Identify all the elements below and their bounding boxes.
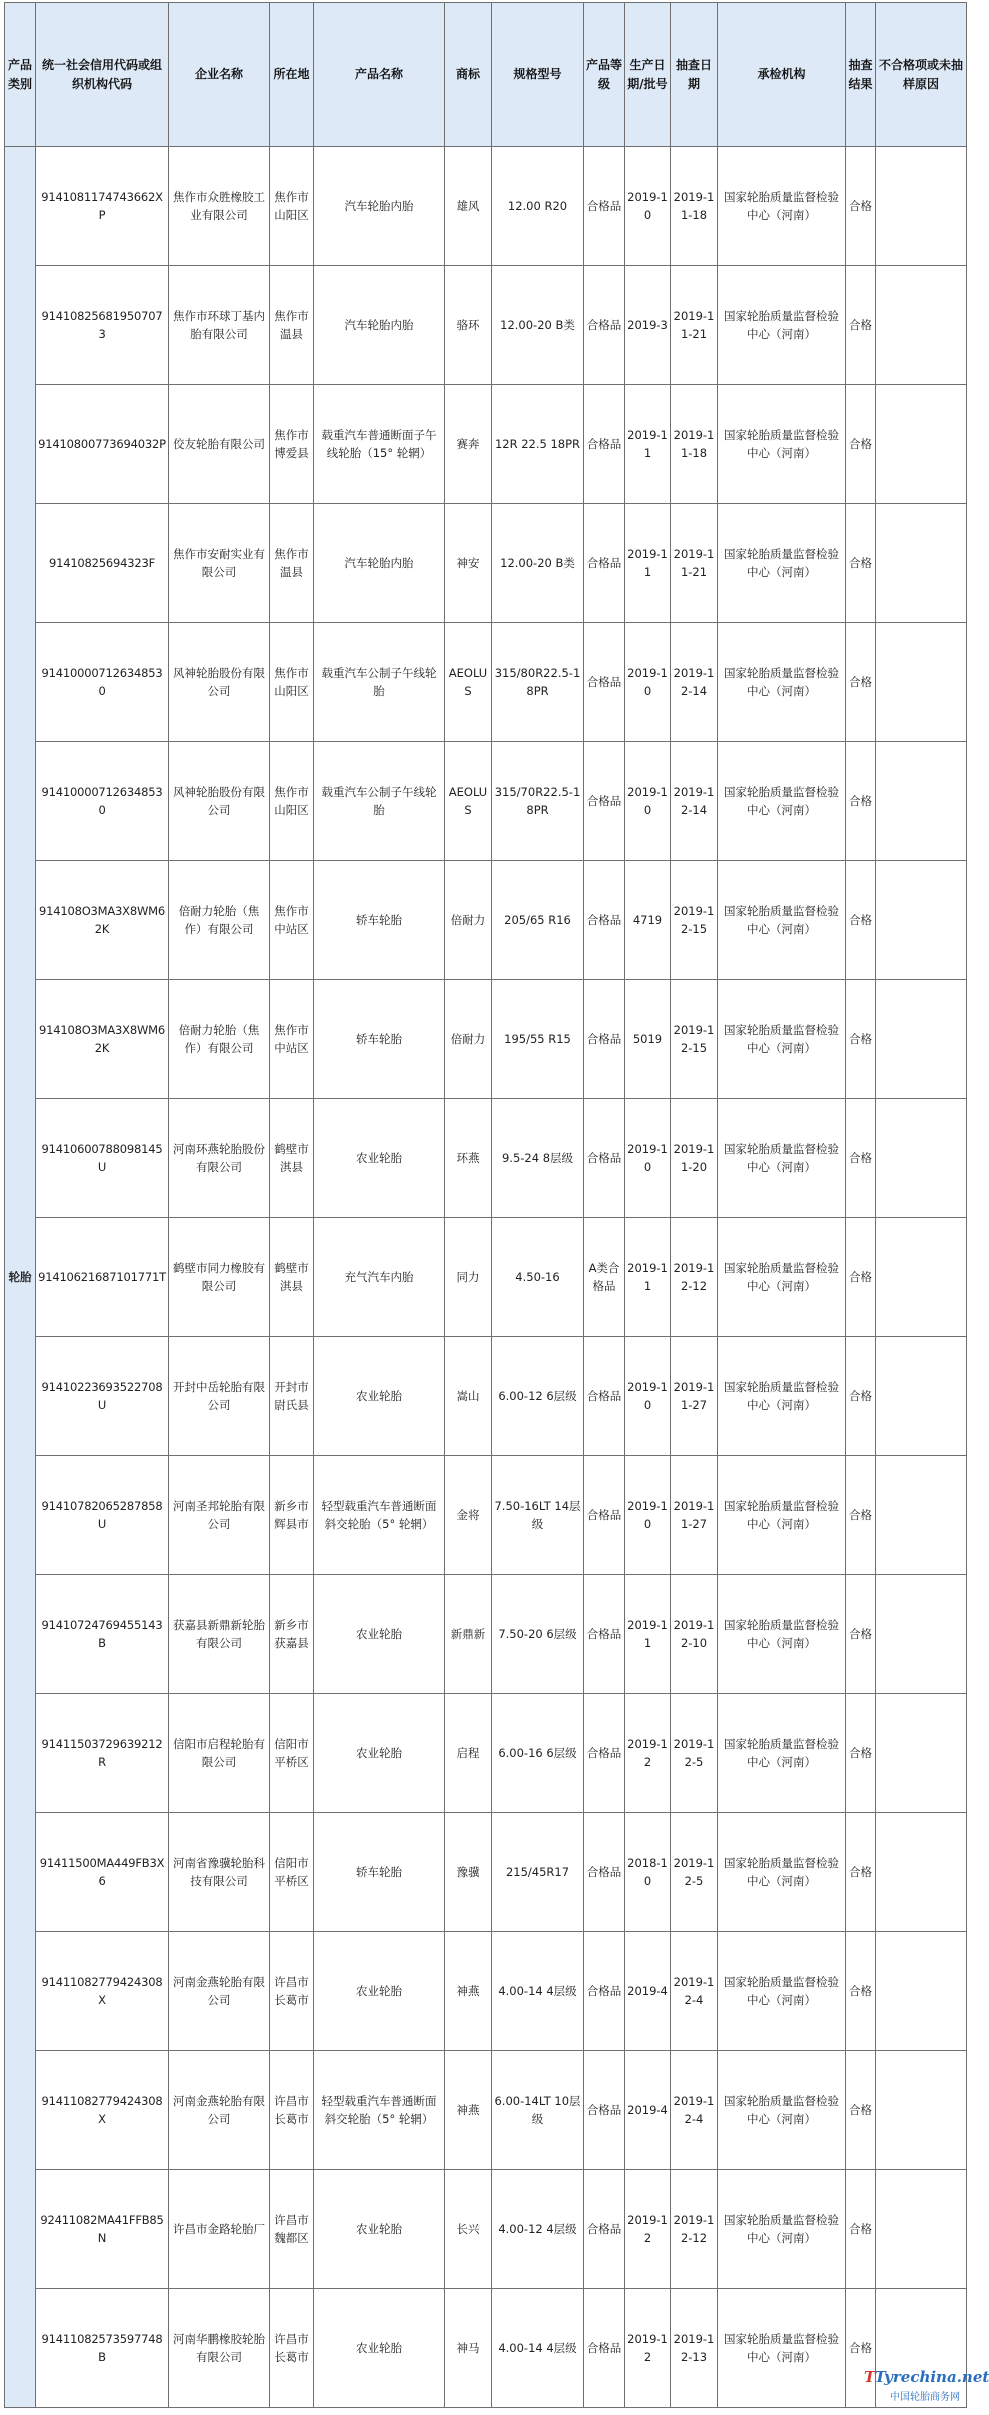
reason-cell [876,147,967,266]
result-cell: 合格 [846,1218,876,1337]
spec-cell: 195/55 R15 [492,980,584,1099]
company-cell: 焦作市安耐实业有限公司 [169,504,270,623]
reason-cell [876,861,967,980]
table-row [5,266,967,385]
location-cell: 新乡市获嘉县 [270,1575,314,1694]
production-date-cell: 2019-12 [625,2289,671,2408]
production-date-cell: 2019-11 [625,1218,671,1337]
product-cell: 载重汽车公制子午线轮胎 [314,623,445,742]
location-cell: 焦作市山阳区 [270,147,314,266]
spec-cell: 12.00 R20 [492,147,584,266]
brand-cell: 豫骥 [445,1813,492,1932]
check-date-cell: 2019-12-12 [671,1218,718,1337]
product-cell: 载重汽车普通断面子午线轮胎（15° 轮辋） [314,385,445,504]
code-cell: 91411082779424308X [36,2051,169,2170]
product-cell: 载重汽车公制子午线轮胎 [314,742,445,861]
header-code: 统一社会信用代码或组织机构代码 [36,3,169,147]
table-row [5,1337,967,1456]
watermark-logo: TTyrechina.net [864,2368,989,2386]
check-date-cell: 2019-12-10 [671,1575,718,1694]
result-cell: 合格 [846,861,876,980]
brand-cell: 神马 [445,2289,492,2408]
agency-cell: 国家轮胎质量监督检验中心（河南） [718,1813,846,1932]
brand-cell: 赛奔 [445,385,492,504]
result-cell: 合格 [846,1694,876,1813]
brand-cell: 神安 [445,504,492,623]
product-cell: 轻型载重汽车普通断面斜交轮胎（5° 轮辋） [314,1456,445,1575]
production-date-cell: 2019-12 [625,2170,671,2289]
reason-cell [876,1694,967,1813]
table-row [5,623,967,742]
production-date-cell: 2019-4 [625,2051,671,2170]
grade-cell: 合格品 [584,147,625,266]
brand-cell: 启程 [445,1694,492,1813]
code-cell: 91410600788098145U [36,1099,169,1218]
reason-cell [876,742,967,861]
location-cell: 许昌市魏都区 [270,2170,314,2289]
production-date-cell: 2019-10 [625,1337,671,1456]
brand-cell: AEOLUS [445,742,492,861]
location-cell: 焦作市温县 [270,266,314,385]
production-date-cell: 2019-10 [625,623,671,742]
grade-cell: 合格品 [584,1337,625,1456]
agency-cell: 国家轮胎质量监督检验中心（河南） [718,2170,846,2289]
company-cell: 倍耐力轮胎（焦作）有限公司 [169,861,270,980]
brand-cell: 神燕 [445,1932,492,2051]
grade-cell: 合格品 [584,1456,625,1575]
grade-cell: 合格品 [584,1813,625,1932]
result-cell: 合格 [846,385,876,504]
product-cell: 农业轮胎 [314,2170,445,2289]
code-cell: 91410223693522708U [36,1337,169,1456]
company-cell: 河南华鹏橡胶轮胎有限公司 [169,2289,270,2408]
brand-cell: 新鼎新 [445,1575,492,1694]
reason-cell [876,1218,967,1337]
grade-cell: 合格品 [584,2051,625,2170]
product-cell: 农业轮胎 [314,1694,445,1813]
reason-cell [876,504,967,623]
company-cell: 佼友轮胎有限公司 [169,385,270,504]
code-cell: 91410782065287858U [36,1456,169,1575]
agency-cell: 国家轮胎质量监督检验中心（河南） [718,266,846,385]
check-date-cell: 2019-11-18 [671,147,718,266]
category-cell: 轮胎 [5,147,36,2408]
product-cell: 汽车轮胎内胎 [314,504,445,623]
table-body [5,147,989,2408]
result-cell: 合格 [846,980,876,1099]
reason-cell [876,623,967,742]
table-row [5,1932,967,2051]
brand-cell: 嵩山 [445,1337,492,1456]
reason-cell [876,980,967,1099]
product-cell: 农业轮胎 [314,2289,445,2408]
grade-cell: 合格品 [584,1099,625,1218]
production-date-cell: 5019 [625,980,671,1099]
company-cell: 河南环燕轮胎股份有限公司 [169,1099,270,1218]
header-check-date: 抽查日期 [671,3,718,147]
location-cell: 焦作市温县 [270,504,314,623]
header-brand: 商标 [445,3,492,147]
location-cell: 许昌市长葛市 [270,2289,314,2408]
brand-cell: 倍耐力 [445,861,492,980]
table-row [5,147,967,266]
location-cell: 许昌市长葛市 [270,1932,314,2051]
header-category: 产品类别 [5,3,36,147]
production-date-cell: 2019-11 [625,1575,671,1694]
agency-cell: 国家轮胎质量监督检验中心（河南） [718,861,846,980]
agency-cell: 国家轮胎质量监督检验中心（河南） [718,1694,846,1813]
result-cell: 合格 [846,147,876,266]
spec-cell: 7.50-16LT 14层级 [492,1456,584,1575]
grade-cell: 合格品 [584,2170,625,2289]
agency-cell: 国家轮胎质量监督检验中心（河南） [718,2289,846,2408]
table-row [5,2170,967,2289]
production-date-cell: 2019-11 [625,504,671,623]
product-cell: 轿车轮胎 [314,861,445,980]
product-cell: 轻型载重汽车普通断面斜交轮胎（5° 轮辋） [314,2051,445,2170]
production-date-cell: 4719 [625,861,671,980]
spec-cell: 4.50-16 [492,1218,584,1337]
company-cell: 信阳市启程轮胎有限公司 [169,1694,270,1813]
grade-cell: A类合格品 [584,1218,625,1337]
reason-cell [876,266,967,385]
code-cell: 914108O3MA3X8WM62K [36,861,169,980]
check-date-cell: 2019-11-27 [671,1337,718,1456]
table-row [5,1694,967,1813]
brand-cell: 神燕 [445,2051,492,2170]
result-cell: 合格 [846,1456,876,1575]
company-cell: 河南省豫骥轮胎科技有限公司 [169,1813,270,1932]
agency-cell: 国家轮胎质量监督检验中心（河南） [718,2051,846,2170]
grade-cell: 合格品 [584,266,625,385]
check-date-cell: 2019-11-21 [671,504,718,623]
production-date-cell: 2019-10 [625,1099,671,1218]
check-date-cell: 2019-12-15 [671,980,718,1099]
check-date-cell: 2019-12-14 [671,623,718,742]
spec-cell: 6.00-16 6层级 [492,1694,584,1813]
table-row [5,1218,967,1337]
company-cell: 风神轮胎股份有限公司 [169,742,270,861]
company-cell: 开封中岳轮胎有限公司 [169,1337,270,1456]
code-cell: 91410724769455143B [36,1575,169,1694]
brand-cell: 长兴 [445,2170,492,2289]
reason-cell [876,1575,967,1694]
brand-cell: 金将 [445,1456,492,1575]
reason-cell [876,2051,967,2170]
header-agency: 承检机构 [718,3,846,147]
agency-cell: 国家轮胎质量监督检验中心（河南） [718,147,846,266]
code-cell: 91410800773694032P [36,385,169,504]
check-date-cell: 2019-12-4 [671,2051,718,2170]
product-cell: 汽车轮胎内胎 [314,147,445,266]
product-cell: 轿车轮胎 [314,1813,445,1932]
check-date-cell: 2019-12-14 [671,742,718,861]
table-row [5,2289,967,2408]
header-date: 生产日期/批号 [625,3,671,147]
company-cell: 获嘉县新鼎新轮胎有限公司 [169,1575,270,1694]
spec-cell: 4.00-14 4层级 [492,1932,584,2051]
code-cell: 92411082MA41FFB85N [36,2170,169,2289]
agency-cell: 国家轮胎质量监督检验中心（河南） [718,1932,846,2051]
spec-cell: 12.00-20 B类 [492,504,584,623]
production-date-cell: 2019-3 [625,266,671,385]
table-row [5,861,967,980]
company-cell: 河南金燕轮胎有限公司 [169,1932,270,2051]
location-cell: 鹤壁市淇县 [270,1218,314,1337]
spec-cell: 9.5-24 8层级 [492,1099,584,1218]
production-date-cell: 2019-11 [625,385,671,504]
header-location: 所在地 [270,3,314,147]
product-cell: 农业轮胎 [314,1099,445,1218]
product-cell: 农业轮胎 [314,1575,445,1694]
agency-cell: 国家轮胎质量监督检验中心（河南） [718,742,846,861]
code-cell: 914100007126348530 [36,623,169,742]
result-cell: 合格 [846,623,876,742]
table-row [5,385,967,504]
watermark-subtitle: 中国轮胎商务网 [890,2392,960,2403]
site-watermark [864,2368,989,2408]
product-cell: 轿车轮胎 [314,980,445,1099]
reason-cell [876,1813,967,1932]
company-cell: 许昌市金路轮胎厂 [169,2170,270,2289]
brand-cell: 同力 [445,1218,492,1337]
location-cell: 信阳市平桥区 [270,1694,314,1813]
spec-cell: 4.00-12 4层级 [492,2170,584,2289]
company-cell: 河南金燕轮胎有限公司 [169,2051,270,2170]
code-cell: 91410621687101771T [36,1218,169,1337]
code-cell: 91411082573597748B [36,2289,169,2408]
check-date-cell: 2019-11-21 [671,266,718,385]
spec-cell: 7.50-20 6层级 [492,1575,584,1694]
product-cell: 汽车轮胎内胎 [314,266,445,385]
company-cell: 焦作市环球丁基内胎有限公司 [169,266,270,385]
grade-cell: 合格品 [584,385,625,504]
header-row [5,3,967,147]
agency-cell: 国家轮胎质量监督检验中心（河南） [718,1456,846,1575]
table-row [5,1456,967,1575]
company-cell: 河南圣邦轮胎有限公司 [169,1456,270,1575]
location-cell: 信阳市平桥区 [270,1813,314,1932]
location-cell: 焦作市山阳区 [270,742,314,861]
header-reason: 不合格项或未抽样原因 [876,3,967,147]
brand-cell: 雄风 [445,147,492,266]
table-row [5,504,967,623]
header-result: 抽查结果 [846,3,876,147]
result-cell: 合格 [846,1932,876,2051]
grade-cell: 合格品 [584,861,625,980]
code-cell: 914108O3MA3X8WM62K [36,980,169,1099]
check-date-cell: 2019-12-15 [671,861,718,980]
spec-cell: 205/65 R16 [492,861,584,980]
grade-cell: 合格品 [584,2289,625,2408]
agency-cell: 国家轮胎质量监督检验中心（河南） [718,980,846,1099]
code-cell: 91411500MA449FB3X6 [36,1813,169,1932]
result-cell: 合格 [846,504,876,623]
spec-cell: 6.00-14LT 10层级 [492,2051,584,2170]
agency-cell: 国家轮胎质量监督检验中心（河南） [718,504,846,623]
check-date-cell: 2019-12-13 [671,2289,718,2408]
location-cell: 焦作市山阳区 [270,623,314,742]
production-date-cell: 2019-10 [625,742,671,861]
spec-cell: 12R 22.5 18PR [492,385,584,504]
check-date-cell: 2019-12-12 [671,2170,718,2289]
header-product: 产品名称 [314,3,445,147]
company-cell: 倍耐力轮胎（焦作）有限公司 [169,980,270,1099]
reason-cell [876,385,967,504]
agency-cell: 国家轮胎质量监督检验中心（河南） [718,385,846,504]
brand-cell: 环燕 [445,1099,492,1218]
location-cell: 焦作市中站区 [270,861,314,980]
grade-cell: 合格品 [584,623,625,742]
agency-cell: 国家轮胎质量监督检验中心（河南） [718,1099,846,1218]
result-cell: 合格 [846,2289,876,2408]
result-cell: 合格 [846,1099,876,1218]
result-cell: 合格 [846,1813,876,1932]
code-cell: 9141081174743662XP [36,147,169,266]
location-cell: 焦作市博爱县 [270,385,314,504]
table-row [5,1099,967,1218]
spec-cell: 315/70R22.5-18PR [492,742,584,861]
location-cell: 许昌市长葛市 [270,2051,314,2170]
table-row [5,2051,967,2170]
check-date-cell: 2019-11-20 [671,1099,718,1218]
header-grade: 产品等级 [584,3,625,147]
code-cell: 914108256819507073 [36,266,169,385]
production-date-cell: 2019-4 [625,1932,671,2051]
company-cell: 鹤壁市同力橡胶有限公司 [169,1218,270,1337]
reason-cell [876,1337,967,1456]
grade-cell: 合格品 [584,1694,625,1813]
spec-cell: 215/45R17 [492,1813,584,1932]
reason-cell [876,2170,967,2289]
location-cell: 焦作市中站区 [270,980,314,1099]
production-date-cell: 2019-10 [625,1456,671,1575]
grade-cell: 合格品 [584,742,625,861]
result-cell: 合格 [846,742,876,861]
product-cell: 农业轮胎 [314,1932,445,2051]
reason-cell [876,1932,967,2051]
check-date-cell: 2019-12-5 [671,1813,718,1932]
table-row [5,1575,967,1694]
reason-cell [876,1456,967,1575]
brand-cell: AEOLUS [445,623,492,742]
brand-cell: 骆环 [445,266,492,385]
table-row [5,1813,967,1932]
agency-cell: 国家轮胎质量监督检验中心（河南） [718,1337,846,1456]
code-cell: 91411503729639212R [36,1694,169,1813]
product-cell: 农业轮胎 [314,1337,445,1456]
reason-cell [876,1099,967,1218]
grade-cell: 合格品 [584,1575,625,1694]
header-spec: 规格型号 [492,3,584,147]
product-cell: 充气汽车内胎 [314,1218,445,1337]
production-date-cell: 2018-10 [625,1813,671,1932]
check-date-cell: 2019-12-5 [671,1694,718,1813]
company-cell: 焦作市众胜橡胶工业有限公司 [169,147,270,266]
code-cell: 914100007126348530 [36,742,169,861]
agency-cell: 国家轮胎质量监督检验中心（河南） [718,1575,846,1694]
spec-cell: 315/80R22.5-18PR [492,623,584,742]
table-row [5,980,967,1099]
agency-cell: 国家轮胎质量监督检验中心（河南） [718,1218,846,1337]
spec-cell: 6.00-12 6层级 [492,1337,584,1456]
table-row [5,742,967,861]
agency-cell: 国家轮胎质量监督检验中心（河南） [718,623,846,742]
location-cell: 新乡市辉县市 [270,1456,314,1575]
production-date-cell: 2019-12 [625,1694,671,1813]
location-cell: 开封市尉氏县 [270,1337,314,1456]
header-company: 企业名称 [169,3,270,147]
company-cell: 风神轮胎股份有限公司 [169,623,270,742]
spot-check-table [4,2,989,2408]
spec-cell: 4.00-14 4层级 [492,2289,584,2408]
result-cell: 合格 [846,1575,876,1694]
grade-cell: 合格品 [584,1932,625,2051]
brand-cell: 倍耐力 [445,980,492,1099]
grade-cell: 合格品 [584,504,625,623]
check-date-cell: 2019-11-27 [671,1456,718,1575]
check-date-cell: 2019-12-4 [671,1932,718,2051]
location-cell: 鹤壁市淇县 [270,1099,314,1218]
spec-cell: 12.00-20 B类 [492,266,584,385]
code-cell: 91411082779424308X [36,1932,169,2051]
result-cell: 合格 [846,2170,876,2289]
grade-cell: 合格品 [584,980,625,1099]
production-date-cell: 2019-10 [625,147,671,266]
result-cell: 合格 [846,1337,876,1456]
check-date-cell: 2019-11-18 [671,385,718,504]
code-cell: 91410825694323F [36,504,169,623]
result-cell: 合格 [846,266,876,385]
result-cell: 合格 [846,2051,876,2170]
